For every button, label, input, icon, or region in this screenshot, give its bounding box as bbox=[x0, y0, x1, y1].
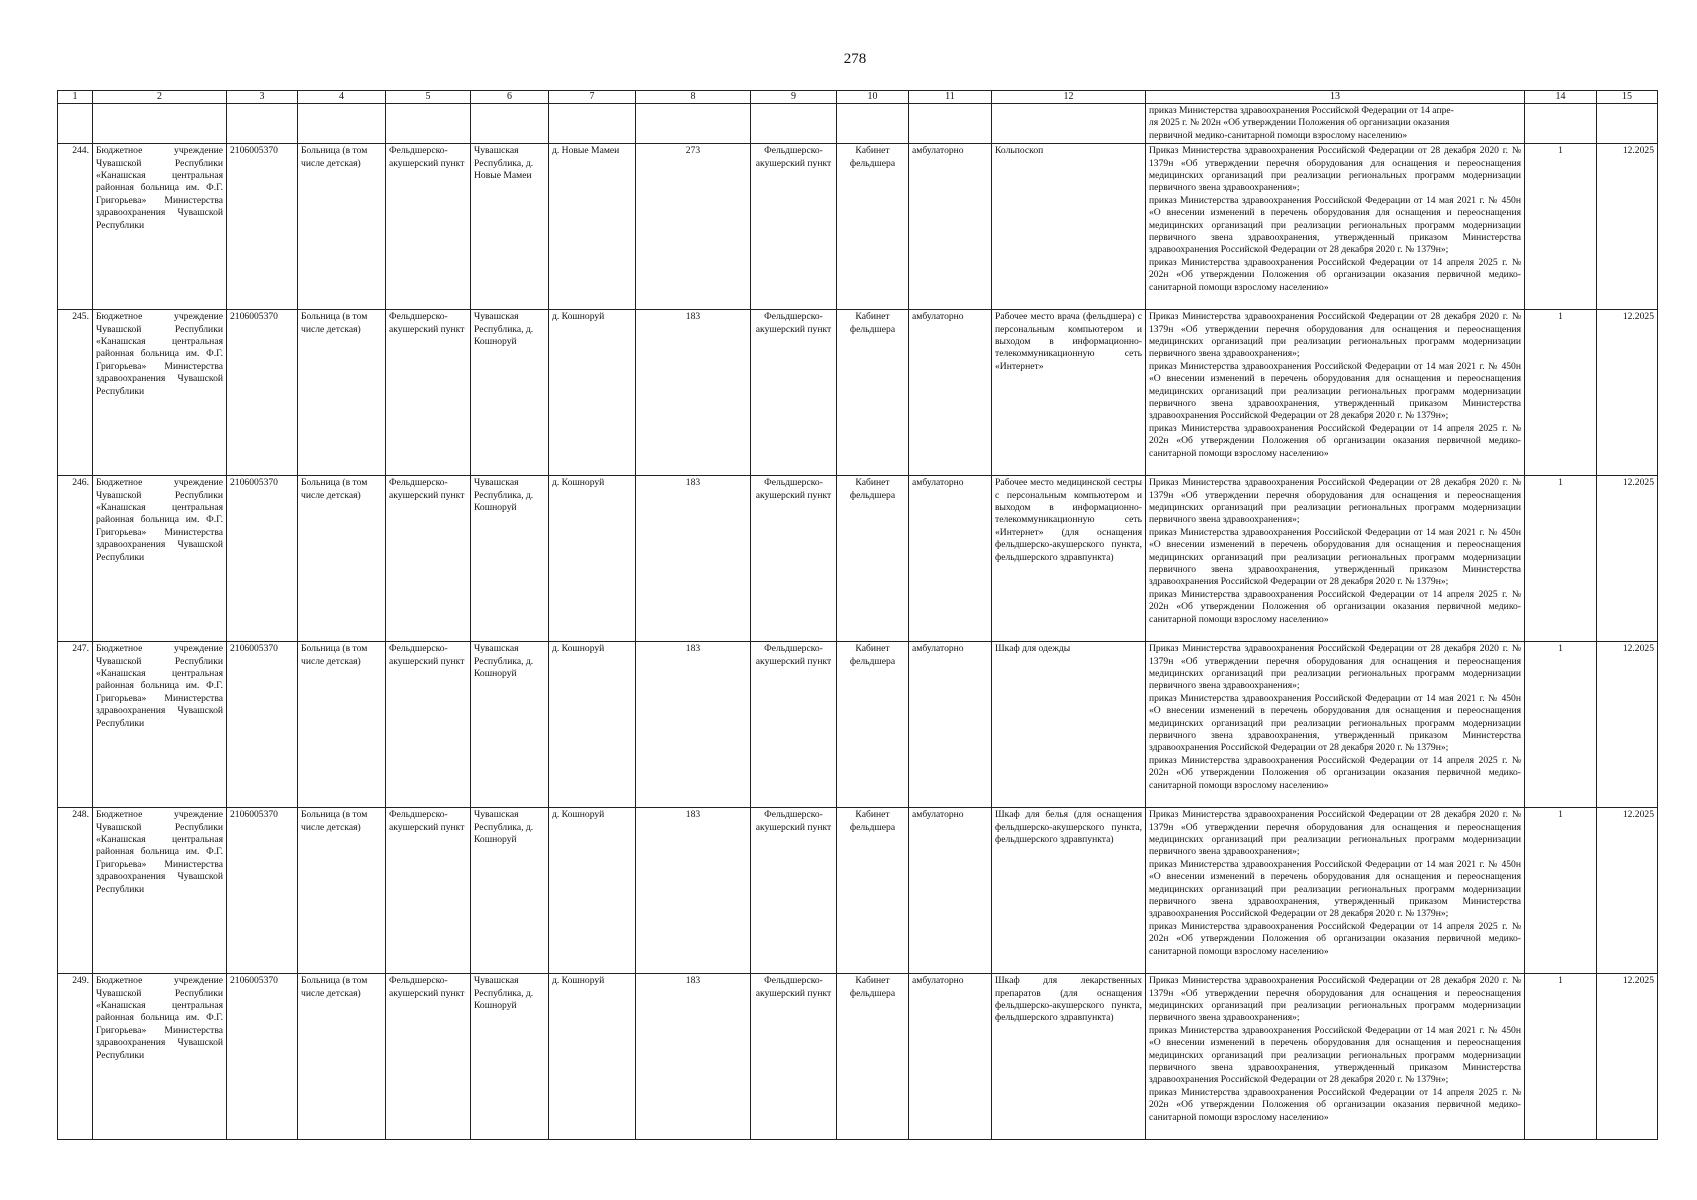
cell-basis-continuation: приказ Министерства здравоохранения Российской Федерации от 14 апре- ля 2025 г. № 202н «Об утверждении Положения об организации оказания первичной медико-санитарной помощи взрослому населению» bbox=[1146, 104, 1525, 144]
cell-unit: Фельдшерско-акушерский пункт bbox=[386, 642, 471, 808]
table-row bbox=[58, 642, 1658, 808]
cell-date: 12.2025 bbox=[1597, 642, 1658, 808]
cell-inn: 2106005370 bbox=[227, 974, 298, 1140]
cell-place: д. Кошноруй bbox=[549, 808, 636, 974]
cell-num: 247. bbox=[58, 642, 93, 808]
cell-division: Фельдшерско-акушерский пункт bbox=[751, 476, 837, 642]
cell-equipment bbox=[992, 104, 1146, 144]
column-header-12: 12 bbox=[992, 91, 1146, 104]
table-row bbox=[58, 974, 1658, 1140]
cell-place: д. Кошноруй bbox=[549, 476, 636, 642]
cell-date: 12.2025 bbox=[1597, 310, 1658, 476]
cell-region: Чувашская Республика, д. Кошноруй bbox=[471, 310, 549, 476]
cell-place: д. Кошноруй bbox=[549, 974, 636, 1140]
column-header-14: 14 bbox=[1525, 91, 1597, 104]
cell-unit: Фельдшерско-акушерский пункт bbox=[386, 974, 471, 1140]
cell-code: 183 bbox=[636, 808, 751, 974]
cell-num: 244. bbox=[58, 144, 93, 310]
cell-num: 249. bbox=[58, 974, 93, 1140]
cell-qty: 1 bbox=[1525, 310, 1597, 476]
column-header-8: 8 bbox=[636, 91, 751, 104]
cell-org bbox=[93, 104, 227, 144]
cell-place: д. Новые Мамеи bbox=[549, 144, 636, 310]
page-number: 278 bbox=[843, 51, 867, 67]
cell-equipment: Шкаф для лекарственных препаратов (для оснащения фельдшерско-акушерского пункта, фельдшерского здравпункта) bbox=[992, 974, 1146, 1140]
cell-basis: Приказ Министерства здравоохранения Российской Федерации от 28 декабря 2020 г. № 1379н «Об утверждении перечня оборудования для оснащения и переоснащения медицинских организаций при реализации региональных программ модернизации первичного звена здравоохранения»; приказ Министерства здравоохранения Российской Федерации от 14 мая 2021 г. № 450н «О внесении изменений в перечень оборудования для оснащения и переоснащения медицинских организаций при реализации региональных программ модернизации первичного звена здравоохранения, утвержденный приказом Министерства здравоохранения Российской Федерации от 28 декабря 2020 г. № 1379н»; приказ Министерства здравоохранения Российской Федерации от 14 апреля 2025 г. № 202н «Об утверждении Положения об организации оказания первичной медико-санитарной помощи взрослому населению» bbox=[1146, 144, 1525, 310]
cell-unit bbox=[386, 104, 471, 144]
cell-org: Бюджетное учреждение Чувашской Республики «Канашская центральная районная больница им. Ф.Г. Григорьева» Министерства здравоохранения Чувашской Республики bbox=[93, 144, 227, 310]
column-header-7: 7 bbox=[549, 91, 636, 104]
cell-equipment: Шкаф для одежды bbox=[992, 642, 1146, 808]
cell-place: д. Кошноруй bbox=[549, 310, 636, 476]
cell-type: Больница (в том числе детская) bbox=[298, 310, 386, 476]
cell-code: 273 bbox=[636, 144, 751, 310]
cell-num: 246. bbox=[58, 476, 93, 642]
column-header-11: 11 bbox=[909, 91, 992, 104]
cell-type: Больница (в том числе детская) bbox=[298, 642, 386, 808]
cell-inn: 2106005370 bbox=[227, 476, 298, 642]
equipment-table bbox=[57, 90, 1658, 1140]
cell-region: Чувашская Республика, д. Кошноруй bbox=[471, 974, 549, 1140]
cell-qty: 1 bbox=[1525, 642, 1597, 808]
cell-region: Чувашская Республика, д. Кошноруй bbox=[471, 808, 549, 974]
header-row bbox=[58, 91, 1658, 104]
cell-date bbox=[1597, 104, 1658, 144]
table-row bbox=[58, 310, 1658, 476]
cell-inn: 2106005370 bbox=[227, 310, 298, 476]
cell-unit: Фельдшерско-акушерский пункт bbox=[386, 310, 471, 476]
cell-type bbox=[298, 104, 386, 144]
cell-org: Бюджетное учреждение Чувашской Республики «Канашская центральная районная больница им. Ф.Г. Григорьева» Министерства здравоохранения Чувашской Республики bbox=[93, 642, 227, 808]
cell-inn: 2106005370 bbox=[227, 144, 298, 310]
cell-mode: амбулаторно bbox=[909, 642, 992, 808]
continuation-row bbox=[58, 104, 1658, 144]
cell-room: Кабинет фельдшера bbox=[837, 808, 909, 974]
cell-date: 12.2025 bbox=[1597, 808, 1658, 974]
cell-code bbox=[636, 104, 751, 144]
cell-inn bbox=[227, 104, 298, 144]
column-header-10: 10 bbox=[837, 91, 909, 104]
cell-org: Бюджетное учреждение Чувашской Республики «Канашская центральная районная больница им. Ф.Г. Григорьева» Министерства здравоохранения Чувашской Республики bbox=[93, 974, 227, 1140]
cell-basis: Приказ Министерства здравоохранения Российской Федерации от 28 декабря 2020 г. № 1379н «Об утверждении перечня оборудования для оснащения и переоснащения медицинских организаций при реализации региональных программ модернизации первичного звена здравоохранения»; приказ Министерства здравоохранения Российской Федерации от 14 мая 2021 г. № 450н «О внесении изменений в перечень оборудования для оснащения и переоснащения медицинских организаций при реализации региональных программ модернизации первичного звена здравоохранения, утвержденный приказом Министерства здравоохранения Российской Федерации от 28 декабря 2020 г. № 1379н»; приказ Министерства здравоохранения Российской Федерации от 14 апреля 2025 г. № 202н «Об утверждении Положения об организации оказания первичной медико-санитарной помощи взрослому населению» bbox=[1146, 808, 1525, 974]
cell-org: Бюджетное учреждение Чувашской Республики «Канашская центральная районная больница им. Ф.Г. Григорьева» Министерства здравоохранения Чувашской Республики bbox=[93, 808, 227, 974]
cell-type: Больница (в том числе детская) bbox=[298, 144, 386, 310]
cell-unit: Фельдшерско-акушерский пункт bbox=[386, 476, 471, 642]
cell-equipment: Кольпоскоп bbox=[992, 144, 1146, 310]
cell-room: Кабинет фельдшера bbox=[837, 144, 909, 310]
column-header-13: 13 bbox=[1146, 91, 1525, 104]
cell-room: Кабинет фельдшера bbox=[837, 974, 909, 1140]
cell-type: Больница (в том числе детская) bbox=[298, 808, 386, 974]
cell-room: Кабинет фельдшера bbox=[837, 642, 909, 808]
column-header-3: 3 bbox=[227, 91, 298, 104]
cell-qty: 1 bbox=[1525, 476, 1597, 642]
cell-num: 248. bbox=[58, 808, 93, 974]
cell-mode: амбулаторно bbox=[909, 476, 992, 642]
cell-equipment: Рабочее место врача (фельдшера) с персональным компьютером и выходом в информационно-телекоммуникационную сеть «Интернет» bbox=[992, 310, 1146, 476]
cell-code: 183 bbox=[636, 476, 751, 642]
cell-inn: 2106005370 bbox=[227, 808, 298, 974]
cell-basis: Приказ Министерства здравоохранения Российской Федерации от 28 декабря 2020 г. № 1379н «Об утверждении перечня оборудования для оснащения и переоснащения медицинских организаций при реализации региональных программ модернизации первичного звена здравоохранения»; приказ Министерства здравоохранения Российской Федерации от 14 мая 2021 г. № 450н «О внесении изменений в перечень оборудования для оснащения и переоснащения медицинских организаций при реализации региональных программ модернизации первичного звена здравоохранения, утвержденный приказом Министерства здравоохранения Российской Федерации от 28 декабря 2020 г. № 1379н»; приказ Министерства здравоохранения Российской Федерации от 14 апреля 2025 г. № 202н «Об утверждении Положения об организации оказания первичной медико-санитарной помощи взрослому населению» bbox=[1146, 476, 1525, 642]
column-header-2: 2 bbox=[93, 91, 227, 104]
cell-room bbox=[837, 104, 909, 144]
column-header-6: 6 bbox=[471, 91, 549, 104]
column-header-1: 1 bbox=[58, 91, 93, 104]
cell-basis: Приказ Министерства здравоохранения Российской Федерации от 28 декабря 2020 г. № 1379н «Об утверждении перечня оборудования для оснащения и переоснащения медицинских организаций при реализации региональных программ модернизации первичного звена здравоохранения»; приказ Министерства здравоохранения Российской Федерации от 14 мая 2021 г. № 450н «О внесении изменений в перечень оборудования для оснащения и переоснащения медицинских организаций при реализации региональных программ модернизации первичного звена здравоохранения, утвержденный приказом Министерства здравоохранения Российской Федерации от 28 декабря 2020 г. № 1379н»; приказ Министерства здравоохранения Российской Федерации от 14 апреля 2025 г. № 202н «Об утверждении Положения об организации оказания первичной медико-санитарной помощи взрослому населению» bbox=[1146, 642, 1525, 808]
cell-region: Чувашская Республика, д. Кошноруй bbox=[471, 642, 549, 808]
cell-mode: амбулаторно bbox=[909, 808, 992, 974]
cell-room: Кабинет фельдшера bbox=[837, 310, 909, 476]
cell-division: Фельдшерско-акушерский пункт bbox=[751, 144, 837, 310]
cell-region bbox=[471, 104, 549, 144]
cell-equipment: Рабочее место медицинской сестры с персональным компьютером и выходом в информационно-телекоммуникационную сеть «Интернет» (для оснащения фельдшерско-акушерского пункта, фельдшерского здравпункта) bbox=[992, 476, 1146, 642]
cell-place: д. Кошноруй bbox=[549, 642, 636, 808]
cell-qty: 1 bbox=[1525, 974, 1597, 1140]
cell-date: 12.2025 bbox=[1597, 974, 1658, 1140]
cell-basis: Приказ Министерства здравоохранения Российской Федерации от 28 декабря 2020 г. № 1379н «Об утверждении перечня оборудования для оснащения и переоснащения медицинских организаций при реализации региональных программ модернизации первичного звена здравоохранения»; приказ Министерства здравоохранения Российской Федерации от 14 мая 2021 г. № 450н «О внесении изменений в перечень оборудования для оснащения и переоснащения медицинских организаций при реализации региональных программ модернизации первичного звена здравоохранения, утвержденный приказом Министерства здравоохранения Российской Федерации от 28 декабря 2020 г. № 1379н»; приказ Министерства здравоохранения Российской Федерации от 14 апреля 2025 г. № 202н «Об утверждении Положения об организации оказания первичной медико-санитарной помощи взрослому населению» bbox=[1146, 974, 1525, 1140]
cell-qty: 1 bbox=[1525, 808, 1597, 974]
cell-org: Бюджетное учреждение Чувашской Республики «Канашская центральная районная больница им. Ф.Г. Григорьева» Министерства здравоохранения Чувашской Республики bbox=[93, 476, 227, 642]
table-row bbox=[58, 476, 1658, 642]
cell-org: Бюджетное учреждение Чувашской Республики «Канашская центральная районная больница им. Ф.Г. Григорьева» Министерства здравоохранения Чувашской Республики bbox=[93, 310, 227, 476]
cell-basis: Приказ Министерства здравоохранения Российской Федерации от 28 декабря 2020 г. № 1379н «Об утверждении перечня оборудования для оснащения и переоснащения медицинских организаций при реализации региональных программ модернизации первичного звена здравоохранения»; приказ Министерства здравоохранения Российской Федерации от 14 мая 2021 г. № 450н «О внесении изменений в перечень оборудования для оснащения и переоснащения медицинских организаций при реализации региональных программ модернизации первичного звена здравоохранения, утвержденный приказом Министерства здравоохранения Российской Федерации от 28 декабря 2020 г. № 1379н»; приказ Министерства здравоохранения Российской Федерации от 14 апреля 2025 г. № 202н «Об утверждении Положения об организации оказания первичной медико-санитарной помощи взрослому населению» bbox=[1146, 310, 1525, 476]
cell-qty bbox=[1525, 104, 1597, 144]
cell-place bbox=[549, 104, 636, 144]
column-header-9: 9 bbox=[751, 91, 837, 104]
cell-inn: 2106005370 bbox=[227, 642, 298, 808]
table-row bbox=[58, 144, 1658, 310]
cell-unit: Фельдшерско-акушерский пункт bbox=[386, 808, 471, 974]
cell-region: Чувашская Республика, д. Новые Мамеи bbox=[471, 144, 549, 310]
cell-unit: Фельдшерско-акушерский пункт bbox=[386, 144, 471, 310]
cell-region: Чувашская Республика, д. Кошноруй bbox=[471, 476, 549, 642]
cell-mode bbox=[909, 104, 992, 144]
cell-date: 12.2025 bbox=[1597, 476, 1658, 642]
cell-date: 12.2025 bbox=[1597, 144, 1658, 310]
cell-division: Фельдшерско-акушерский пункт bbox=[751, 808, 837, 974]
cell-division: Фельдшерско-акушерский пункт bbox=[751, 974, 837, 1140]
cell-division bbox=[751, 104, 837, 144]
cell-code: 183 bbox=[636, 642, 751, 808]
column-header-15: 15 bbox=[1597, 91, 1658, 104]
cell-num: 245. bbox=[58, 310, 93, 476]
cell-code: 183 bbox=[636, 974, 751, 1140]
cell-mode: амбулаторно bbox=[909, 310, 992, 476]
cell-type: Больница (в том числе детская) bbox=[298, 974, 386, 1140]
cell-mode: амбулаторно bbox=[909, 144, 992, 310]
cell-code: 183 bbox=[636, 310, 751, 476]
column-header-5: 5 bbox=[386, 91, 471, 104]
cell-type: Больница (в том числе детская) bbox=[298, 476, 386, 642]
cell-mode: амбулаторно bbox=[909, 974, 992, 1140]
cell-division: Фельдшерско-акушерский пункт bbox=[751, 642, 837, 808]
table-row bbox=[58, 808, 1658, 974]
cell-room: Кабинет фельдшера bbox=[837, 476, 909, 642]
column-header-4: 4 bbox=[298, 91, 386, 104]
cell-num bbox=[58, 104, 93, 144]
cell-division: Фельдшерско-акушерский пункт bbox=[751, 310, 837, 476]
cell-qty: 1 bbox=[1525, 144, 1597, 310]
cell-equipment: Шкаф для белья (для оснащения фельдшерско-акушерского пункта, фельдшерского здравпункта) bbox=[992, 808, 1146, 974]
